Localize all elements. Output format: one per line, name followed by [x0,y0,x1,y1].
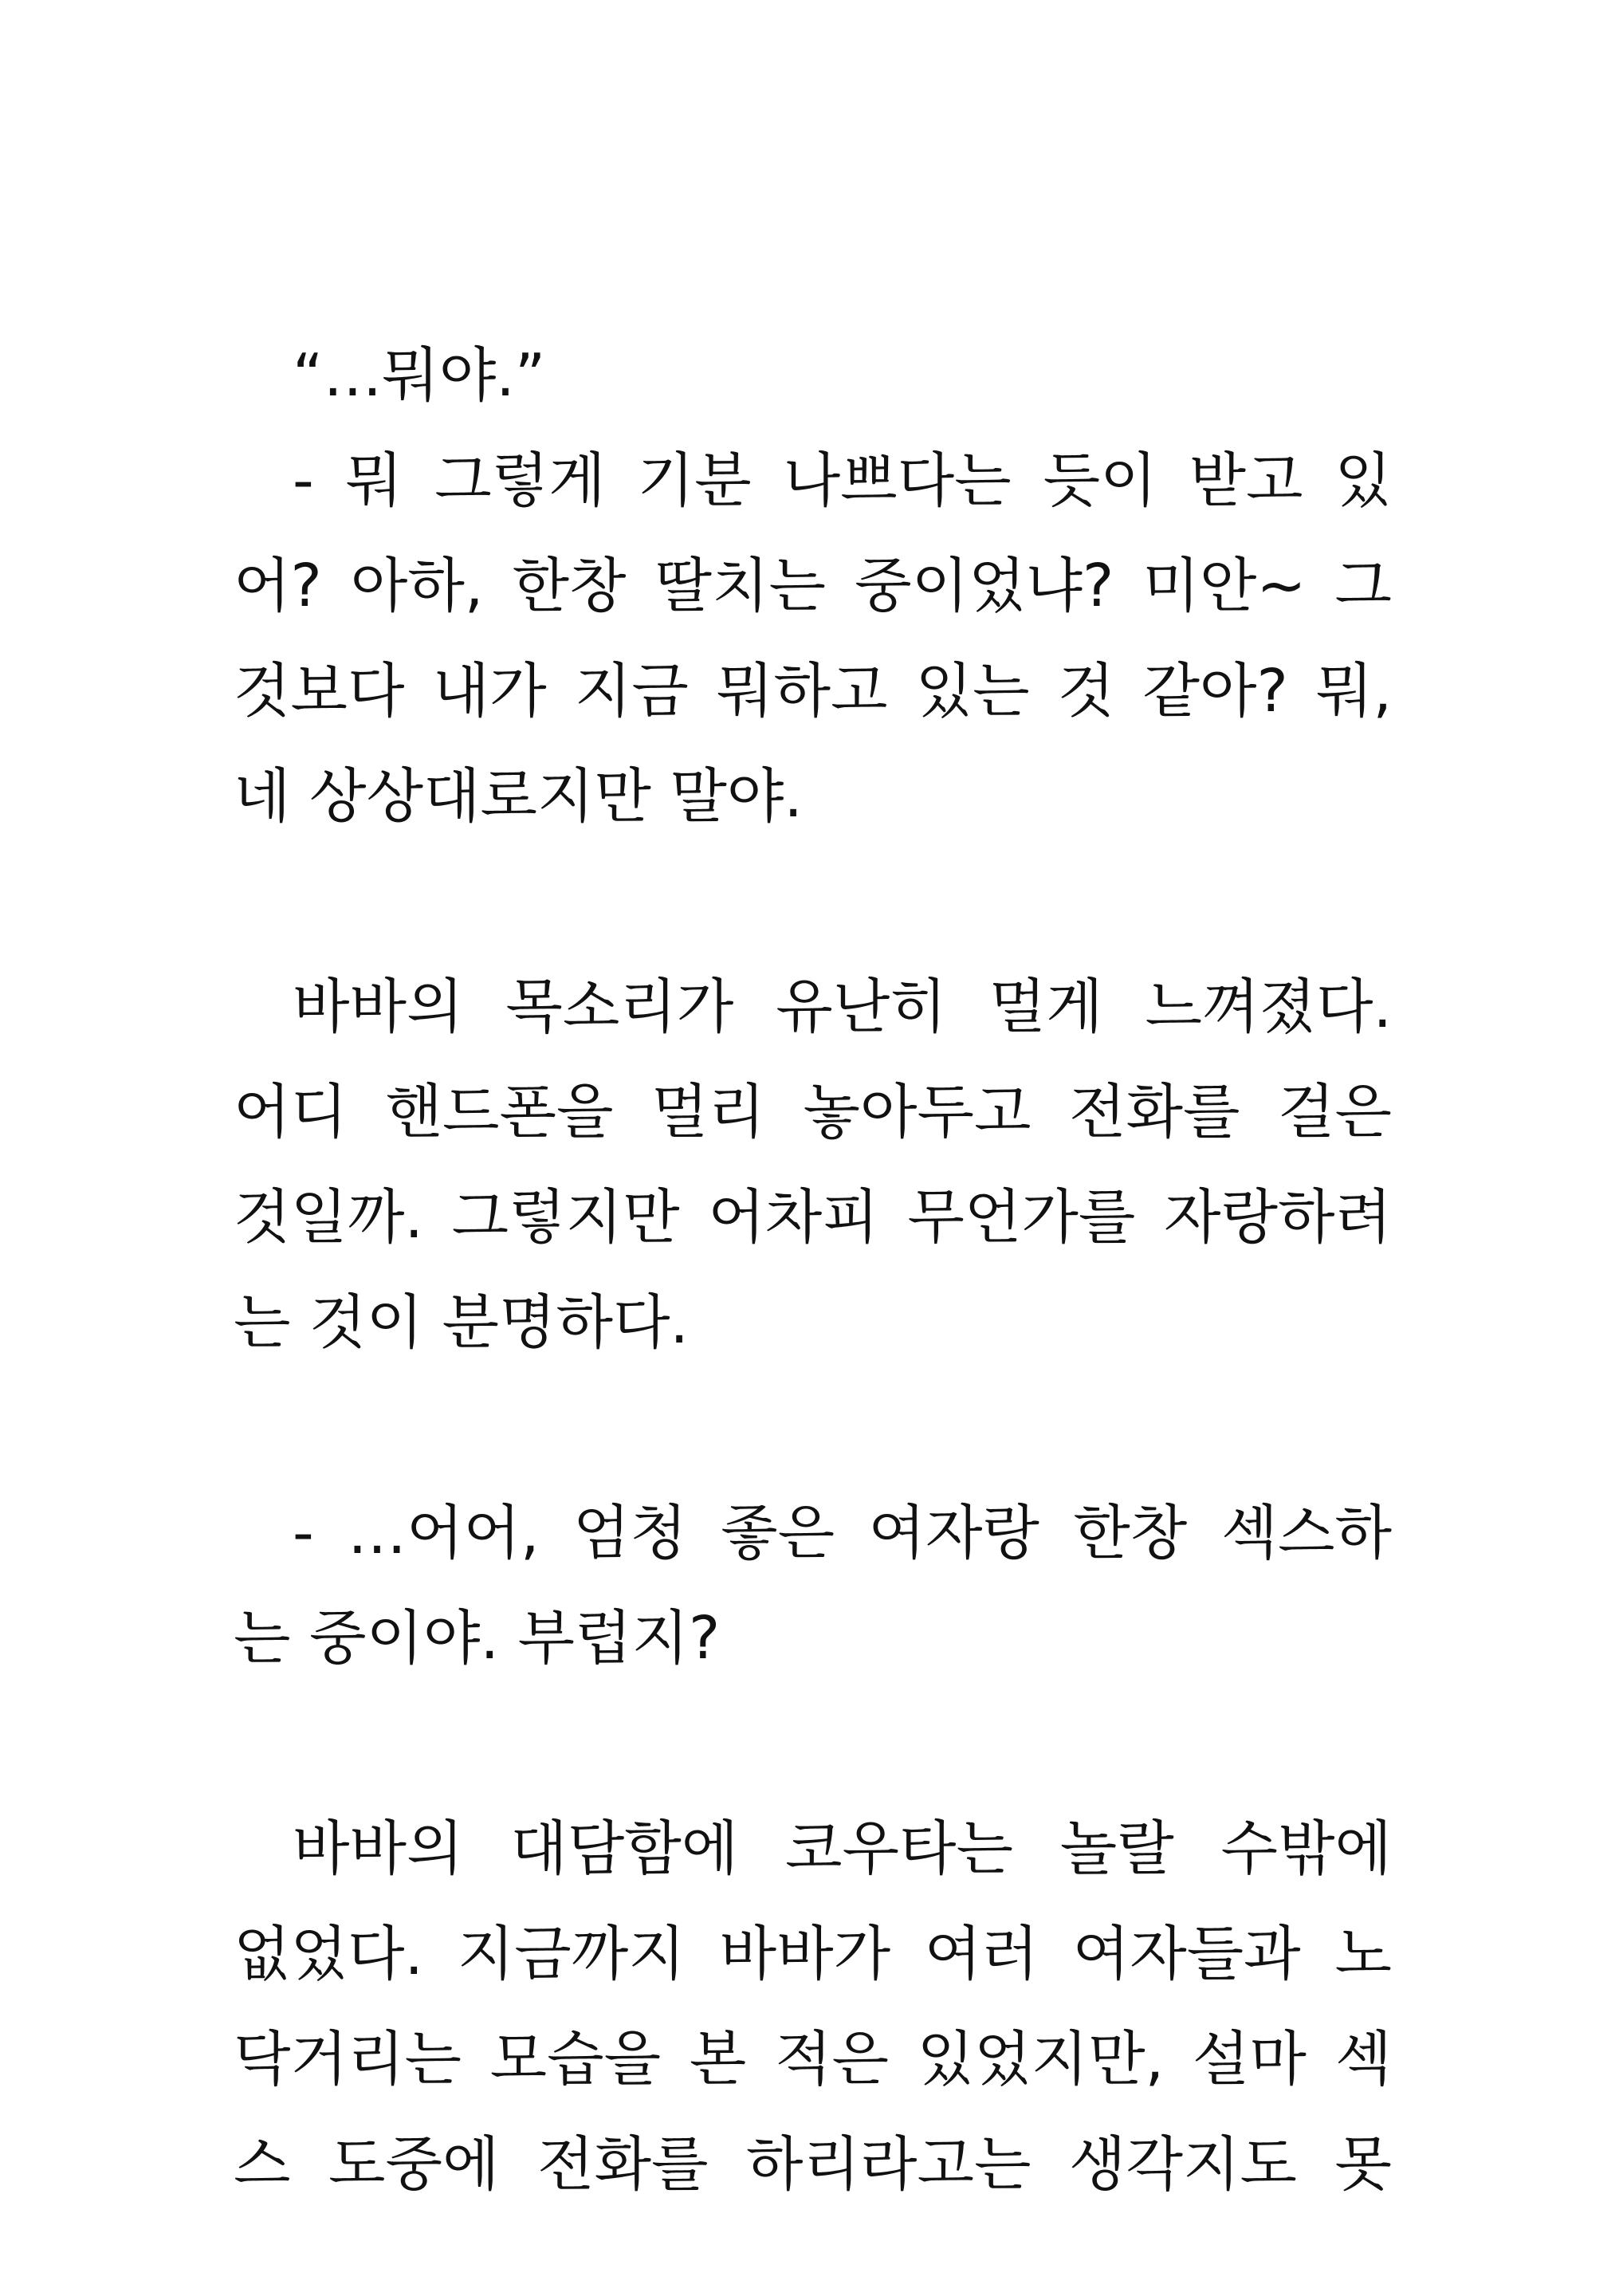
text-line: “…뭐야.” [293,341,546,410]
text-line: 것일까. 그렇지만 어차피 무언가를 자랑하려 [234,1183,1392,1252]
text-line: 는 것이 분명하다. [234,1288,689,1357]
text-line: 닥거리는 모습을 본 적은 있었지만, 설마 섹 [234,2025,1392,2094]
text-line: 바바의 목소리가 유난히 멀게 느껴졌다. [293,973,1392,1041]
paragraph-gap [234,1375,1392,1480]
text-line: - 뭐 그렇게 기분 나쁘다는 듯이 받고 있 [293,446,1392,515]
text-line: 는 중이야. 부럽지? [234,1604,721,1673]
paragraph-gap [234,1691,1392,1796]
text-line: - …어어, 엄청 좋은 여자랑 한창 섹스하 [293,1499,1392,1567]
body-text [234,323,1392,2217]
text-line: 바바의 대담함에 코우타는 놀랄 수밖에 [293,1814,1392,1883]
text-line: 스 도중에 전화를 하리라고는 생각지도 못 [234,2130,1392,2199]
text-line: 어디 핸드폰을 멀리 놓아두고 전화를 걸은 [234,1078,1392,1146]
text-line: 것보다 내가 지금 뭐하고 있는 것 같아? 뭐, [234,657,1392,725]
paragraph-gap [234,849,1392,954]
text-line: 네 상상대로지만 말야. [234,762,803,831]
text-line: 없었다. 지금까지 바바가 여러 여자들과 노 [234,1920,1392,1988]
text-line: 어? 아하, 한창 딸치는 중이었냐? 미안~ 그 [234,552,1392,620]
